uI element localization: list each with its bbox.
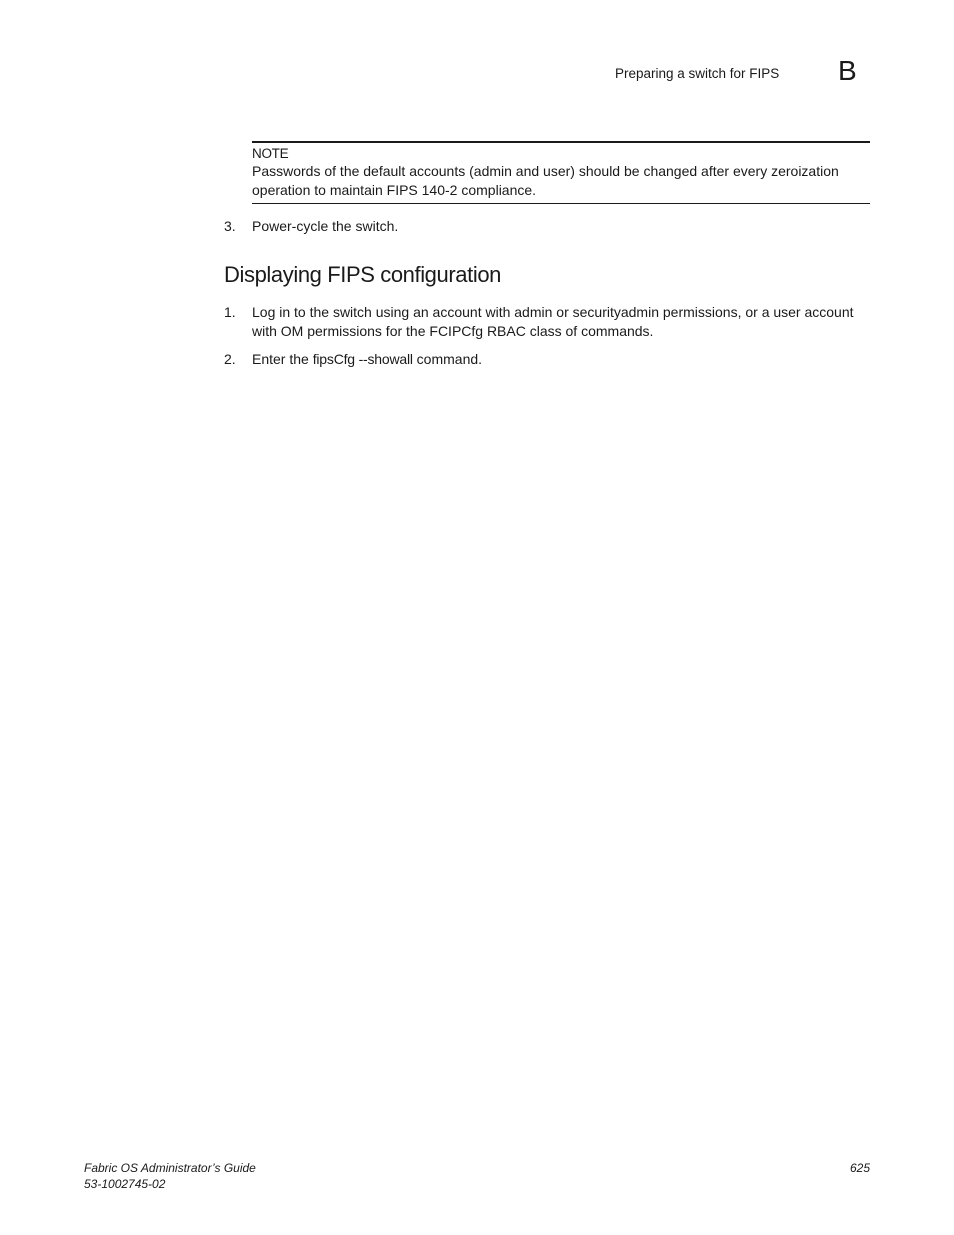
step-text: Power-cycle the switch.: [252, 218, 399, 234]
footer-doc-number: 53-1002745-02: [84, 1177, 166, 1191]
section-heading: Displaying FIPS configuration: [224, 262, 501, 287]
step-text-before: Enter the: [252, 351, 313, 367]
command-name: fipsCfg --showall: [312, 351, 413, 367]
step-text-after: command.: [412, 351, 483, 367]
step-text: [252, 350, 870, 369]
note-label: NOTE: [252, 146, 289, 161]
appendix-letter: B: [838, 55, 857, 86]
footer-page-number: 625: [849, 1161, 870, 1175]
step-text: Log in to the switch using an account with admin or securityadmin permissions, or a user account with OM permissions for the FCIPCfg RBAC class of commands.: [252, 304, 854, 339]
footer-book-title: Fabric OS Administrator’s Guide: [84, 1161, 256, 1175]
step-number: 1.: [224, 304, 236, 320]
header-section-title: Preparing a switch for FIPS: [615, 66, 780, 81]
step-number: 2.: [224, 351, 236, 367]
note-box: [252, 141, 870, 204]
note-text: Passwords of the default accounts (admin and user) should be changed after every zeroization operation to maintain FIPS 140-2 compliance.: [252, 163, 839, 198]
step-number: 3.: [224, 218, 236, 234]
